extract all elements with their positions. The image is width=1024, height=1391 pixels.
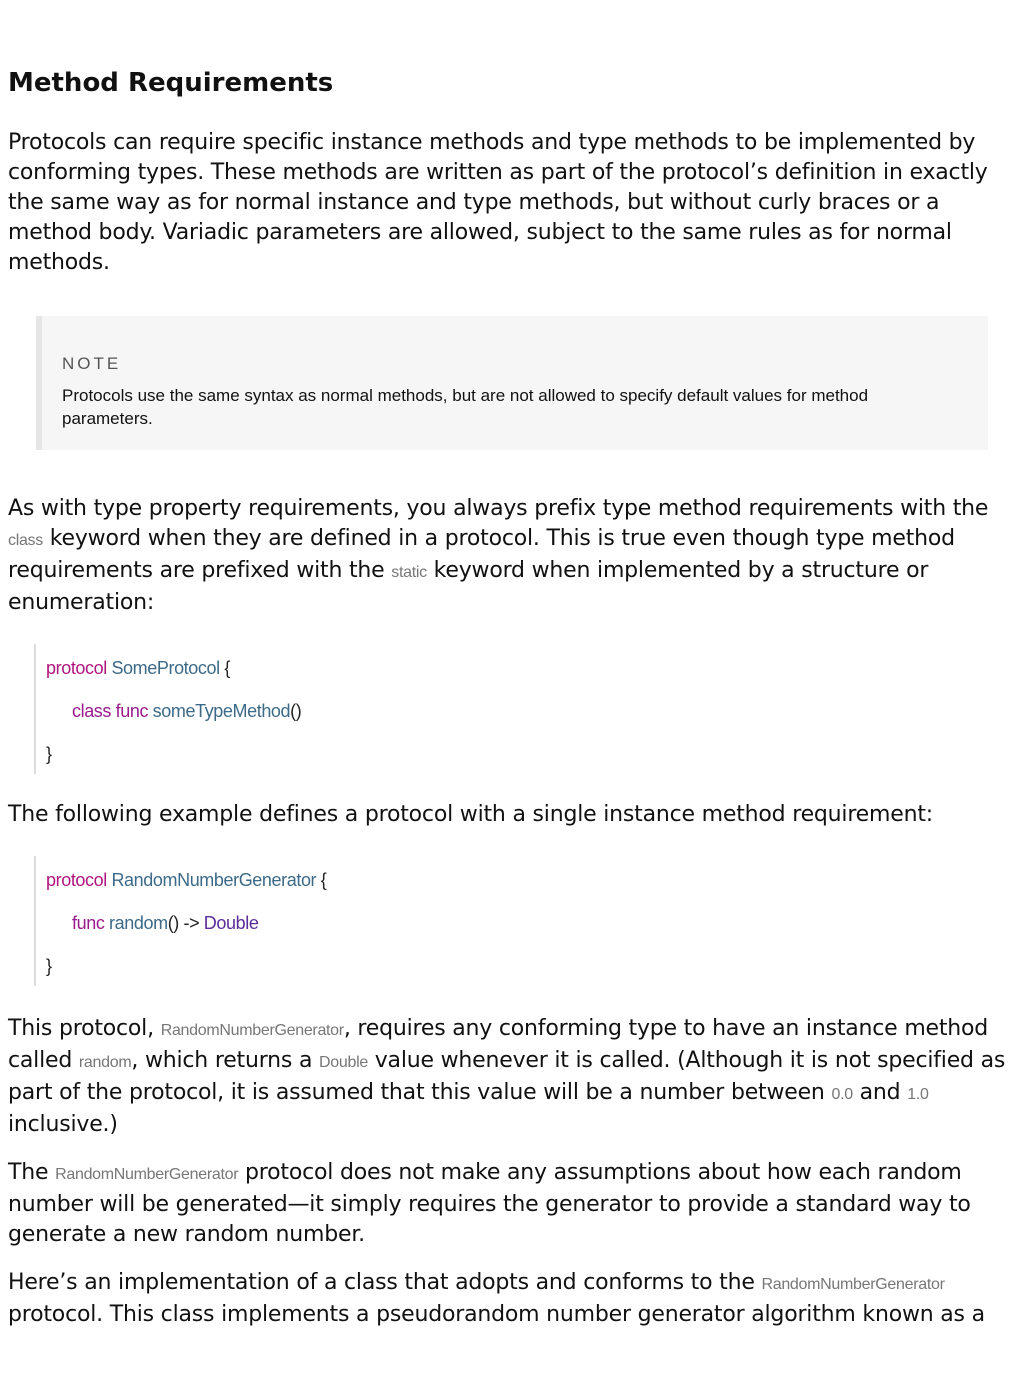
inline-code-double: Double xyxy=(319,1054,368,1071)
inline-code-random: random xyxy=(78,1054,132,1071)
code-keyword: class xyxy=(72,701,112,721)
code-punct: () -> xyxy=(167,913,200,933)
text-run: protocol. This class implements a pseudorandom number generator algorithm known as a xyxy=(8,1302,985,1327)
text-run: This protocol, xyxy=(8,1016,161,1041)
code-punct: { xyxy=(316,870,327,890)
inline-code-random-number-generator: RandomNumberGenerator xyxy=(761,1276,945,1293)
code-punct: } xyxy=(46,956,52,976)
text-run: The xyxy=(8,1160,56,1185)
paragraph-example: The following example defines a protocol with a single instance method requirement: xyxy=(8,802,933,827)
inline-code-static: static xyxy=(391,564,427,581)
code-punct: } xyxy=(46,744,52,764)
code-line xyxy=(46,697,1018,740)
paragraph-type-method xyxy=(8,494,1018,618)
text-run: and xyxy=(852,1080,908,1105)
section-heading: Method Requirements xyxy=(8,68,334,98)
code-method-name: someTypeMethod xyxy=(152,701,291,721)
code-return-type: Double xyxy=(203,913,259,933)
text-run: , requires any conforming type to have an instance method called xyxy=(8,1016,989,1073)
code-line xyxy=(46,740,1018,768)
paragraph-implementation xyxy=(8,1268,1018,1330)
note-box xyxy=(36,316,988,450)
code-keyword: func xyxy=(72,913,105,933)
note-title: NOTE xyxy=(62,354,122,373)
code-type-name: RandomNumberGenerator xyxy=(111,870,317,890)
text-run: As with type property requirements, you always prefix type method requirements with the xyxy=(8,496,989,521)
inline-code-class: class xyxy=(8,532,43,549)
text-run: protocol does not make any assumptions about how each random number will be generated—it simply requires the generator to provide a standard way to generate a new random number. xyxy=(8,1160,971,1247)
paragraph-protocol-explanation xyxy=(8,1014,1018,1140)
inline-code-zero: 0.0 xyxy=(831,1086,853,1103)
document-page xyxy=(0,66,1018,1330)
text-run: value whenever it is called. (Although it is not specified as part of the protocol, it is assumed that this value will be a number between xyxy=(8,1048,1006,1105)
code-method-name: random xyxy=(109,913,168,933)
text-run: inclusive.) xyxy=(8,1112,118,1137)
note-body: Protocols use the same syntax as normal methods, but are not allowed to specify default values for method parameters. xyxy=(62,386,869,428)
code-keyword: protocol xyxy=(46,870,107,890)
code-punct: { xyxy=(219,658,230,678)
code-line xyxy=(46,909,1018,952)
paragraph-assumptions xyxy=(8,1158,1018,1250)
code-block-random-number-generator xyxy=(34,856,1018,986)
code-type-name: SomeProtocol xyxy=(111,658,220,678)
text-run: , which returns a xyxy=(131,1048,320,1073)
code-line xyxy=(46,654,1018,697)
code-keyword: protocol xyxy=(46,658,107,678)
code-keyword: func xyxy=(115,701,149,721)
text-run: keyword when they are defined in a protocol. This is true even though type method requirements are prefixed with the xyxy=(8,526,955,583)
paragraph-intro: Protocols can require specific instance methods and type methods to be implemented by conforming types. These methods are written as part of the protocol’s definition in exactly the same way as for normal instance and type methods, but without curly braces or a method body. Variadic parameters are allowed, subject to the same rules as for normal methods. xyxy=(8,130,988,275)
inline-code-one: 1.0 xyxy=(907,1086,929,1103)
code-block-some-protocol xyxy=(34,644,1018,774)
code-line xyxy=(46,866,1018,909)
code-line xyxy=(46,952,1018,980)
code-punct: () xyxy=(290,701,302,721)
inline-code-random-number-generator: RandomNumberGenerator xyxy=(55,1166,239,1183)
text-run: keyword when implemented by a structure or enumeration: xyxy=(8,558,929,615)
inline-code-random-number-generator: RandomNumberGenerator xyxy=(160,1022,344,1039)
text-run: Here’s an implementation of a class that adopts and conforms to the xyxy=(8,1270,762,1295)
